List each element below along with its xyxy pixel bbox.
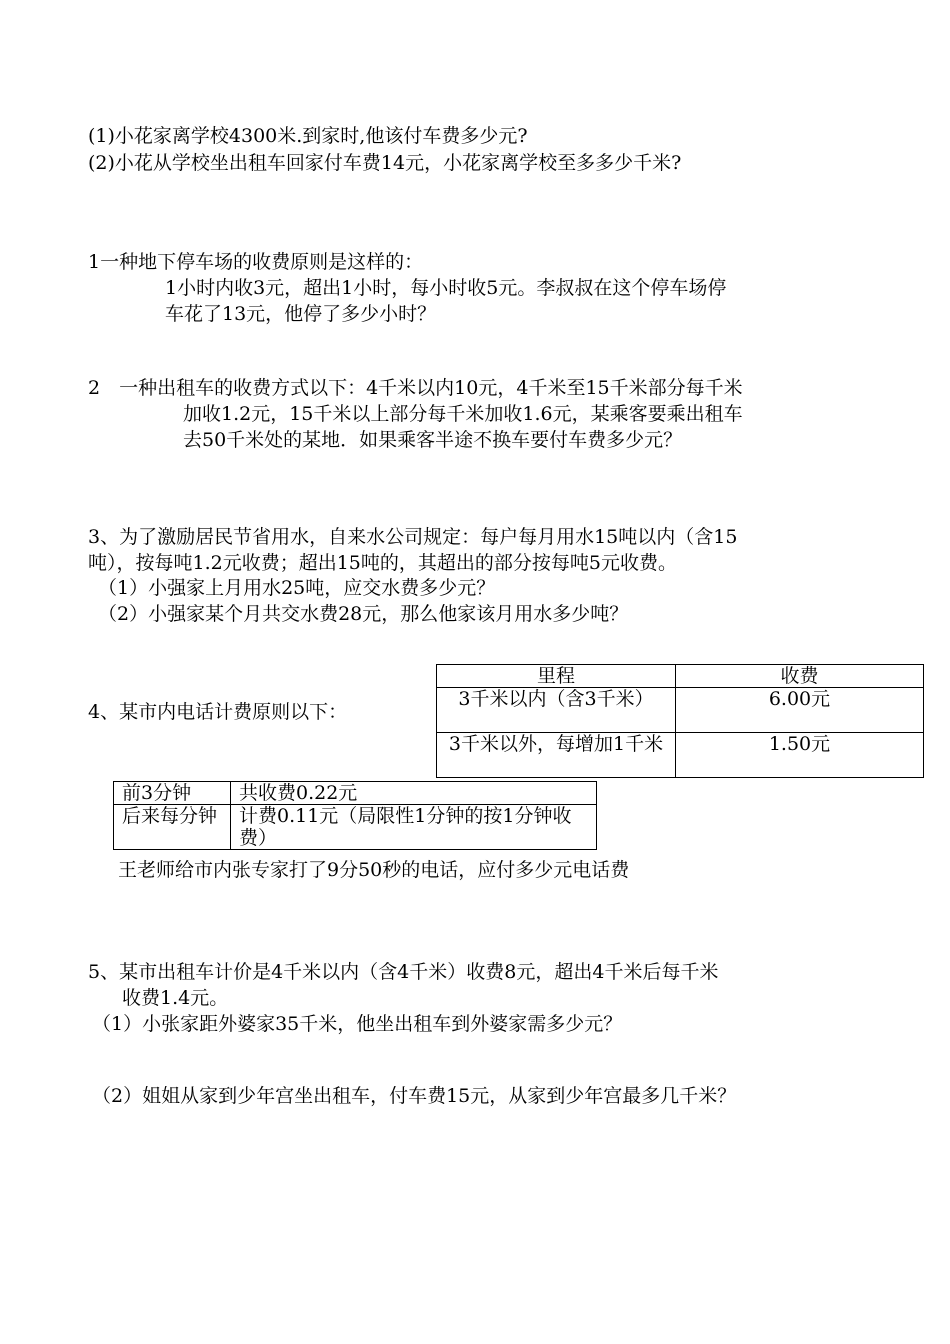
problem-3-question-1: （1）小强家上月用水25吨，应交水费多少元？ [98,577,496,599]
table-cell: 3千米以内（含3千米） [437,688,676,733]
phone-fee-table [113,781,597,850]
table-cell: 后来每分钟 [114,805,231,850]
problem-1-line-2: 车花了13元，他停了多少小时？ [165,303,437,325]
table-cell: 6.00元 [676,688,924,733]
problem-1-line-1: 1小时内收3元，超出1小时，每小时收5元。李叔叔在这个停车场停 [165,277,727,299]
problem-4-question: 王老师给市内张专家打了9分50秒的电话，应付多少元电话费 [118,859,630,881]
table-cell: 3千米以外，每增加1千米 [437,733,676,778]
table-row [437,688,924,733]
intro-question-2: (2)小花从学校坐出租车回家付车费14元，小花家离学校至多多少千米? [88,152,682,174]
table-cell: 1.50元 [676,733,924,778]
table-header-cell: 里程 [437,665,676,688]
problem-1-title: 1一种地下停车场的收费原则是这样的： [88,251,424,273]
table-row [114,782,597,805]
problem-2-line-1: 2 一种出租车的收费方式以下：4千米以内10元，4千米至15千米部分每千米 [88,377,743,399]
intro-question-1: (1)小花家离学校4300米.到家时,他该付车费多少元? [88,125,528,147]
table-header-cell: 收费 [676,665,924,688]
table-row [437,733,924,778]
problem-2-line-2: 加收1.2元，15千米以上部分每千米加收1.6元，某乘客要乘出租车 [183,403,743,425]
mileage-fee-table [436,664,924,778]
table-cell: 共收费0.22元 [231,782,597,805]
problem-5-line-2: 收费1.4元。 [122,987,229,1009]
table-row [114,805,597,850]
problem-5-question-2: （2）姐姐从家到少年宫坐出租车，付车费15元，从家到少年宫最多几千米？ [92,1085,737,1107]
problem-3-line-1: 3、为了激励居民节省用水，自来水公司规定：每户每月用水15吨以内（含15 [88,526,738,548]
problem-5-line-1: 5、某市出租车计价是4千米以内（含4千米）收费8元，超出4千米后每千米 [88,961,719,983]
problem-4-title: 4、某市内电话计费原则以下： [88,701,348,723]
table-cell: 计费0.11元（局限性1分钟的按1分钟收费） [231,805,597,850]
problem-5-question-1: （1）小张家距外婆家35千米，他坐出租车到外婆家需多少元？ [92,1013,623,1035]
problem-2-line-3: 去50千米处的某地．如果乘客半途不换车要付车费多少元？ [183,429,683,451]
table-cell: 前3分钟 [114,782,231,805]
problem-3-question-2: （2）小强家某个月共交水费28元，那么他家该月用水多少吨？ [98,603,629,625]
table-header-row [437,665,924,688]
problem-3-line-2: 吨），按每吨1.2元收费；超出15吨的，其超出的部分按每吨5元收费。 [88,552,677,574]
